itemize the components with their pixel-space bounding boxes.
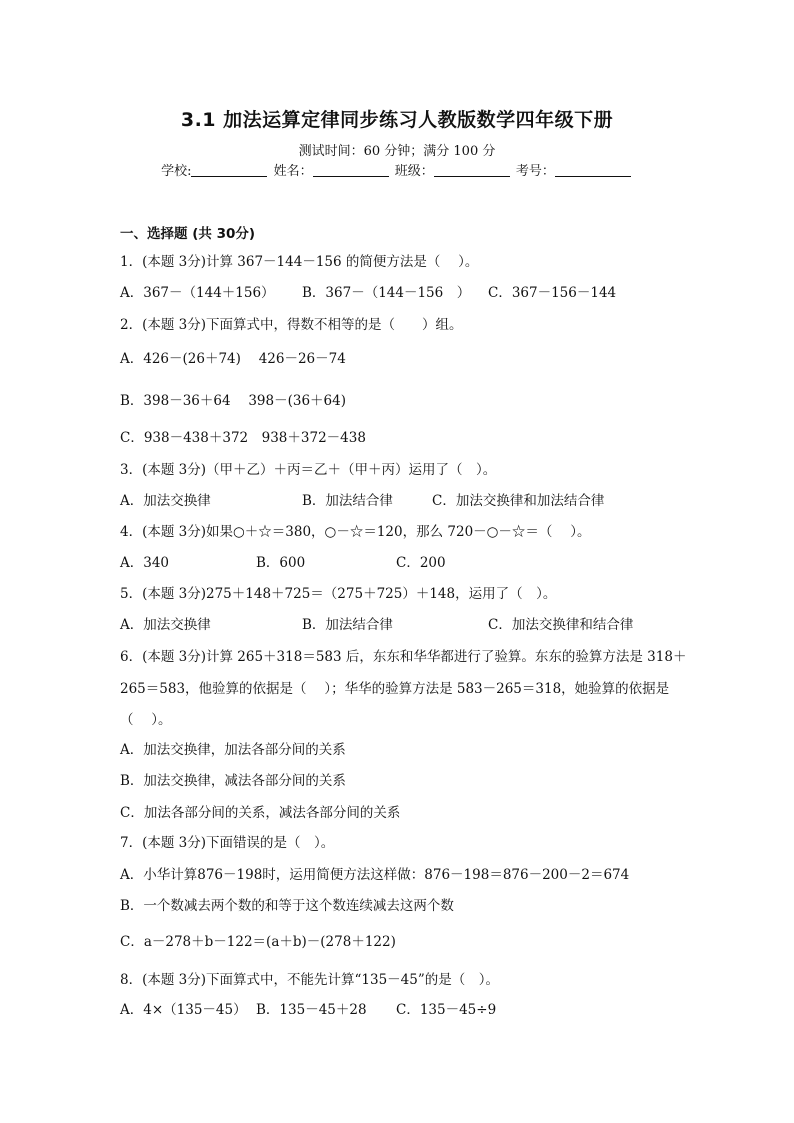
question-6-option-c: C．加法各部分间的关系，减法各部分间的关系 (120, 805, 401, 821)
question-5-stem: 5．(本题 3分)275＋148＋725＝（275＋725）＋148，运用了（ ）。 (120, 586, 557, 602)
question-6-option-b: B．加法交换律，减法各部分间的关系 (120, 773, 346, 789)
question-3-option-c: C．加法交换律和加法结合律 (432, 493, 605, 509)
test-info: 测试时间：60 分钟；满分 100 分 (298, 144, 496, 159)
question-5-option-a: A．加法交换律 (120, 617, 211, 633)
question-1-stem: 1．(本题 3分)计算 367－144－156 的简便方法是（ ）。 (120, 254, 479, 270)
question-3-stem: 3．(本题 3分)（甲＋乙）＋丙＝乙＋（甲＋丙）运用了（ ）。 (120, 462, 497, 478)
question-2-stem: 2．(本题 3分)下面算式中，得数不相等的是（ ）组。 (120, 317, 463, 333)
exam-number-label: 考号： (515, 164, 555, 179)
question-6-stem-line-1: 6．(本题 3分)计算 265＋318＝583 后，东东和华华都进行了验算。东东的验算方法是 318＋ (120, 649, 687, 665)
question-8-option-a: A．4×（135－45） (120, 1002, 247, 1018)
question-8-option-b: B．135－45＋28 (256, 1002, 367, 1018)
question-4-stem: 4．(本题 3分)如果○＋☆＝380，○－☆＝120，那么 720－○－☆＝（ ）。 (120, 524, 591, 540)
question-4-option-a: A．340 (120, 555, 170, 571)
question-7-stem: 7．(本题 3分)下面错误的是（ ）。 (120, 835, 335, 851)
class-label: 班级： (394, 164, 434, 179)
question-1-option-a: A．367－（144＋156） (120, 285, 275, 301)
question-2-option-c: C．938－438＋372 938＋372－438 (120, 430, 366, 446)
question-1-option-c: C．367－156－144 (488, 285, 617, 301)
question-5-option-b: B．加法结合律 (302, 617, 393, 633)
question-4-option-b: B．600 (256, 555, 306, 571)
question-6-stem-line-3: （ ）。 (120, 712, 172, 728)
question-8-stem: 8．(本题 3分)下面算式中，不能先计算“135－45”的是（ ）。 (120, 972, 500, 988)
question-7-option-c: C．a－278＋b－122＝(a＋b)－(278＋122) (120, 934, 396, 950)
question-7-option-a: A．小华计算876－198时，运用简便方法这样做：876－198＝876－200－2＝674 (120, 867, 630, 883)
question-5-option-c: C．加法交换律和结合律 (488, 617, 634, 633)
page-title: 3.1 加法运算定律同步练习人教版数学四年级下册 (180, 109, 614, 131)
question-8-option-c: C．135－45÷9 (396, 1002, 497, 1018)
question-3-option-a: A．加法交换律 (120, 493, 211, 509)
question-2-option-b: B．398－36＋64 398－(36＋64) (120, 393, 346, 409)
question-2-option-a: A．426－(26＋74) 426－26－74 (120, 351, 346, 367)
exam-number-blank[interactable] (555, 163, 631, 177)
question-6-option-a: A．加法交换律，加法各部分间的关系 (120, 742, 346, 758)
question-6-stem-line-2: 265＝583，他验算的依据是（ ）；华华的验算方法是 583－265＝318，她验算的依据是 (120, 681, 670, 697)
school-blank[interactable] (191, 163, 267, 177)
student-info-row (0, 160, 794, 179)
name-blank[interactable] (313, 163, 389, 177)
name-label: 姓名： (273, 164, 313, 179)
question-3-option-b: B．加法结合律 (302, 493, 393, 509)
class-blank[interactable] (434, 163, 510, 177)
question-1-option-b: B．367－（144－156 ） (302, 285, 471, 301)
question-7-option-b: B．一个数减去两个数的和等于这个数连续减去这两个数 (120, 898, 454, 914)
section-heading: 一、选择题 (共 30分) (120, 226, 256, 242)
school-label: 学校: (161, 164, 192, 179)
question-4-option-c: C．200 (396, 555, 446, 571)
